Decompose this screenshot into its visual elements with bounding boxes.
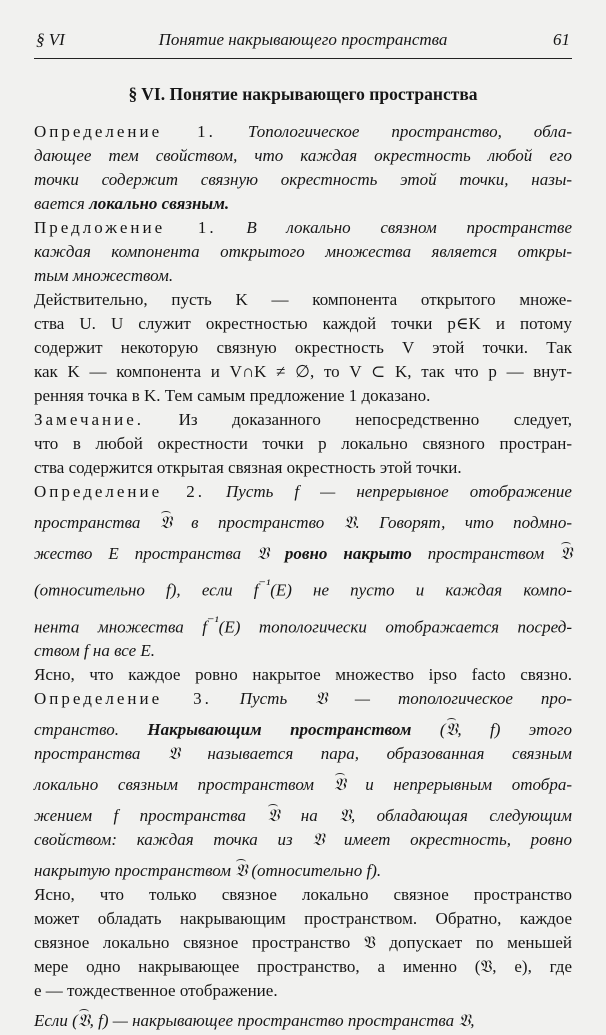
section-heading: § VI. Понятие накрывающего пространства (128, 84, 478, 104)
definition-label: Определение 1. (34, 122, 216, 141)
text-line: жество E пространства 𝔙 ровно накрыто пространством 𝔙 (34, 544, 572, 563)
tilde-v-symbol: 𝔙 (77, 1011, 90, 1031)
tilde-v-symbol: 𝔙 (560, 544, 572, 563)
text-line: странство. Накрывающим пространством (𝔙, f) этого (34, 720, 572, 740)
text-line: Определение 1. Топологическое пространство, обла- (34, 122, 572, 141)
text-line: (относительно f), если $f^{^{-1}}(E)$ не пусто и каждая компо- (34, 577, 572, 600)
text-line: ства U. U служит окрестностью каждой точки p∈K и потому (34, 314, 572, 333)
text-line: ством f на все E. (34, 641, 155, 661)
text-line: может обладать накрывающим пространством. Обратно, каждое (34, 909, 572, 929)
text-line: пространства 𝔙 называется пара, образованная связным (34, 744, 572, 764)
tilde-v-symbol: 𝔙 (267, 806, 280, 826)
text-line: точки содержит связную окрестность этой точки, назы- (34, 170, 572, 189)
text-line: Определение 2. Пусть f — непрерывное отображение (34, 482, 572, 501)
text-line: Ясно, что только связное локально связное пространство (34, 885, 572, 905)
page-body (34, 122, 572, 1035)
inverse-superscript: ⁻¹ (258, 577, 271, 593)
text-line: Определение 3. Пусть 𝔙 — топологическое про- (34, 689, 572, 709)
inverse-superscript: ⁻¹ (206, 613, 219, 630)
header-rule (34, 58, 572, 59)
tilde-v-symbol: 𝔙 (159, 513, 172, 532)
definition-label: Определение 3. (34, 689, 212, 709)
text-line: тым множеством. (34, 266, 174, 285)
term-evenly-covered: ровно накрыто (284, 544, 412, 563)
tilde-v-symbol: 𝔙 (235, 861, 248, 881)
tilde-v-symbol: 𝔙 (445, 720, 458, 740)
text-line: свойством: каждая точка из 𝔙 имеет окрестность, ровно (34, 830, 572, 850)
header-title: Понятие накрывающего пространства (158, 30, 448, 49)
term-locally-connected: локально связным. (89, 194, 230, 213)
page-number: 61 (553, 30, 570, 49)
tilde-v-symbol: 𝔙 (333, 775, 346, 795)
text-line: мере одно накрывающее пространство, а именно (𝔙, e), где (34, 957, 572, 977)
text-line: как K — компонента и V∩K ≠ ∅, то V ⊂ K, так что p — внут- (34, 362, 572, 381)
text-line: вается локально связным. (34, 194, 230, 213)
text-line: локально связным пространством 𝔙 и непрерывным отобра- (34, 775, 572, 795)
text-line: накрытую пространством 𝔙 (относительно f). (34, 861, 382, 881)
text-line: ренняя точка в K. Тем самым предложение 1 доказано. (34, 386, 431, 405)
text-line: что в любой окрестности точки p локально связного простран- (34, 434, 572, 453)
term-covering-space: Накрывающим пространством (147, 720, 412, 740)
proposition-label: Предложение 1. (34, 218, 217, 237)
text-line: жением f пространства 𝔙 на 𝔙, обладающая следующим (34, 806, 572, 826)
text-line: связное локально связное пространство 𝔙 допускает по меньшей (34, 933, 572, 953)
text-line: Замечание. Из доказанного непосредственно следует, (34, 410, 572, 429)
running-header (36, 30, 570, 54)
definition-label: Определение 2. (34, 482, 205, 501)
text-line: дающее тем свойством, что каждая окрестность любой его (34, 146, 572, 165)
header-section: § VI (36, 30, 65, 49)
text-line: e — тождественное отображение. (34, 981, 278, 1001)
text-line: Если (𝔙, f) — накрывающее пространство пространства 𝔙, (34, 1011, 475, 1031)
text-line: пространства 𝔙 в пространство 𝔙. Говорят, что подмно- (34, 513, 572, 532)
text-line: каждая компонента открытого множества является откры- (34, 242, 572, 261)
text-line: ства содержится открытая связная окрестность этой точки. (34, 458, 462, 477)
text-line: содержит некоторую связную окрестность V этой точки. Так (34, 338, 572, 357)
remark-label: Замечание. (34, 410, 145, 429)
text-line: нента множества $f^{^{-1}}(E)$ топологически отображается посред- (34, 613, 572, 637)
text-line: Ясно, что каждое ровно накрытое множество ipso facto связно. (34, 665, 572, 685)
text-line: Предложение 1. В локально связном пространстве (34, 218, 572, 237)
text-line: Действительно, пусть K — компонента открытого множе- (34, 290, 572, 309)
